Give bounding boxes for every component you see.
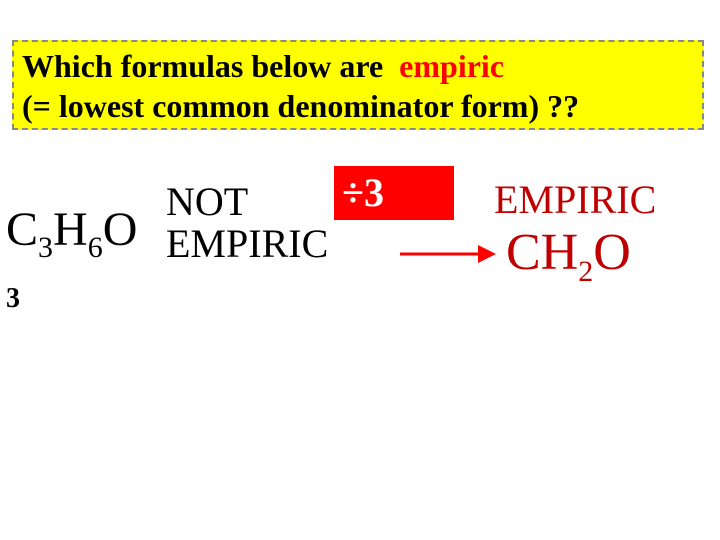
molecular-formula	[6, 200, 138, 264]
question-line-1	[22, 46, 702, 86]
question-text: Which formulas below are	[22, 48, 384, 84]
coefficient: 3	[6, 283, 20, 314]
not-label: NOT	[166, 179, 249, 224]
formula-c: C	[6, 203, 39, 256]
empirical-formula	[506, 222, 631, 288]
empirical-o: O	[593, 224, 631, 281]
formula-h: H	[53, 203, 88, 256]
formula-o: O	[102, 203, 138, 256]
question-box	[12, 40, 704, 130]
arrow-icon	[400, 240, 496, 268]
question-accent-word: empiric	[399, 48, 505, 84]
not-empiric-label: EMPIRIC	[166, 221, 329, 266]
divide-by-three-box: ÷3	[334, 166, 454, 220]
empirical-h-subscript: 2	[578, 255, 594, 288]
empiric-result-label: EMPIRIC	[494, 177, 657, 222]
question-line-2: (= lowest common denominator form) ??	[22, 88, 580, 124]
formula-h-subscript: 6	[87, 231, 103, 264]
empirical-ch: CH	[506, 224, 579, 281]
formula-c-subscript: 3	[38, 231, 54, 264]
